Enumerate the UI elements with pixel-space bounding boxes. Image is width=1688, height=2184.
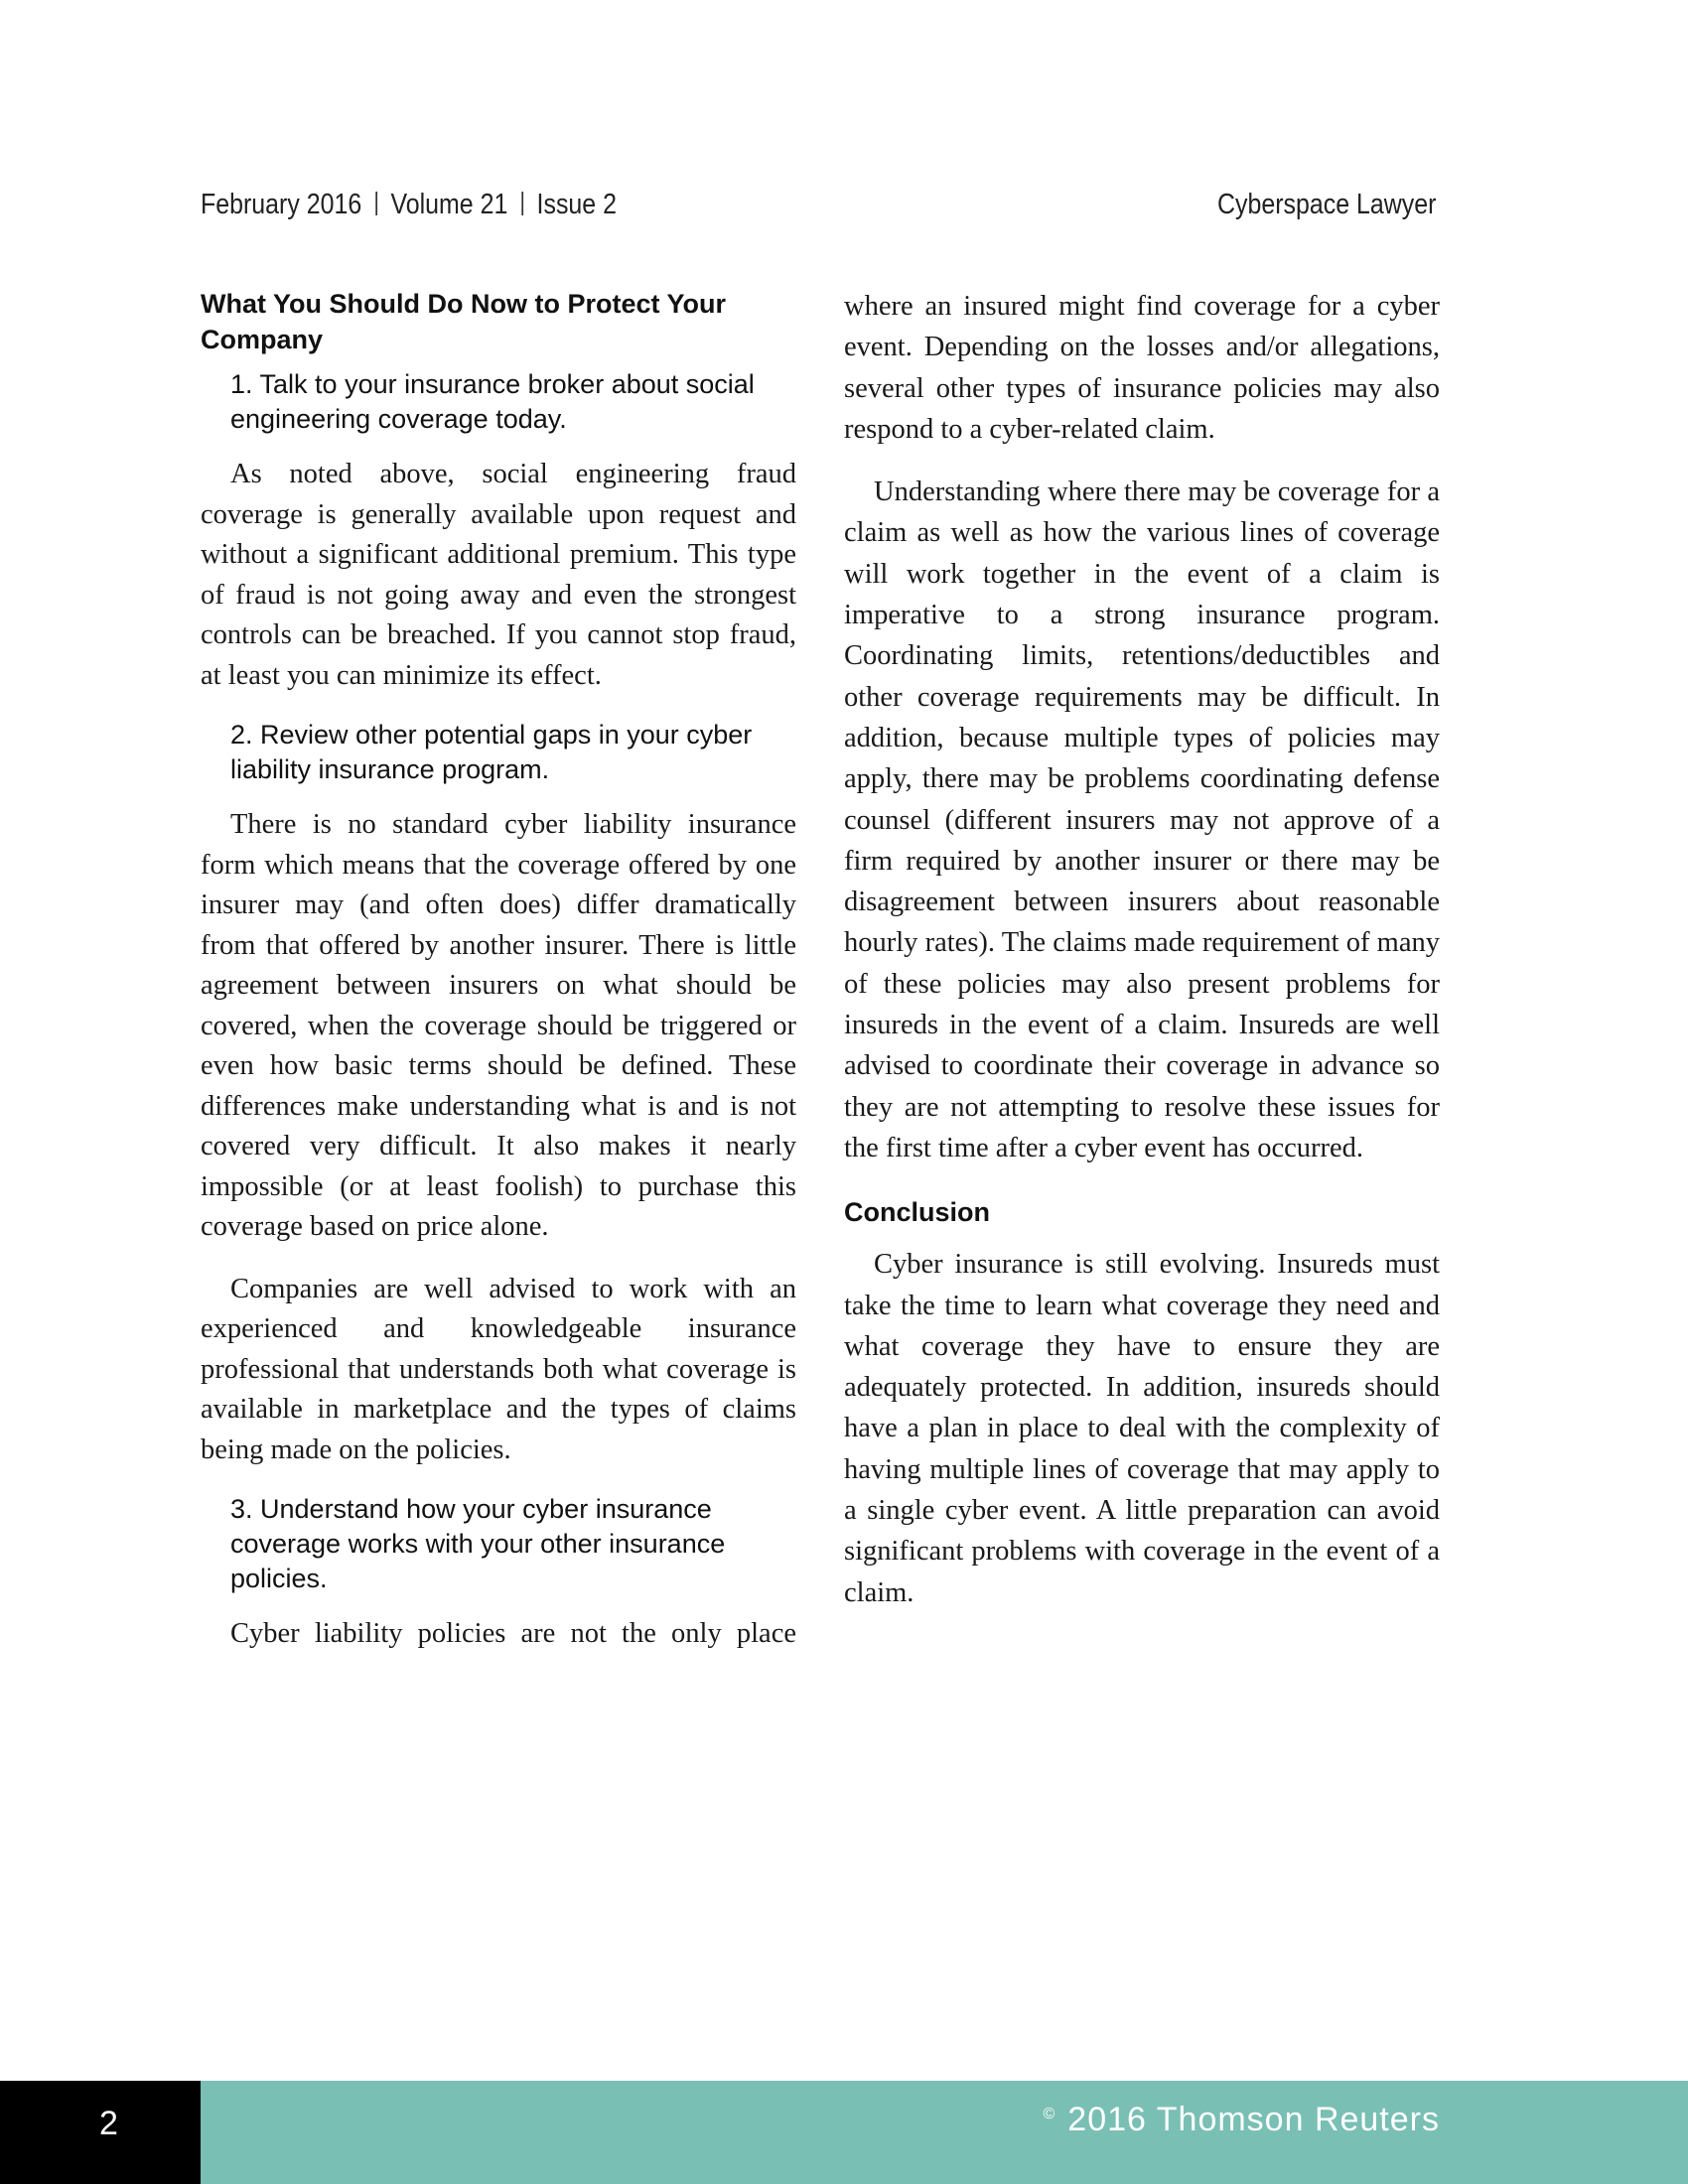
paragraph: There is no standard cyber liability insurance form which means that the coverage offered by one insurer may (and often does) differ dramatically from that offered by another insurer. There is little agreement between insurers on what should be covered, when the coverage should be triggered or even how basic terms should be defined. These differences make understanding what is and is not covered very difficult. It also makes it nearly impossible (or at least foolish) to purchase this coverage based on price alone. bbox=[201, 809, 796, 1242]
copyright-text: 2016 Thomson Reuters bbox=[1067, 2101, 1440, 2138]
issue-info bbox=[201, 189, 617, 220]
paragraph: Cyber insurance is still evolving. Insureds must take the time to learn what coverage they need and what coverage they have to ensure they are adequately protected. In addition, insureds should have a plan in place to deal with the complexity of having multiple lines of coverage that may apply to a single cyber event. A little preparation can avoid significant problems with coverage in the event of a claim. bbox=[844, 1249, 1440, 1608]
publication-title: Cyberspace Lawyer bbox=[1217, 189, 1437, 220]
paragraph: As noted above, social engineering fraud coverage is generally available upon request and without a significant additional premium. This type of fraud is not going away and even the strongest controls can be breached. If you cannot stop fraud, at least you can minimize its effect. bbox=[201, 459, 796, 691]
paragraph: Companies are well advised to work with an experienced and knowledgeable insurance professional that understands both what coverage is available in marketplace and the types of claims being made on the policies. bbox=[201, 1273, 796, 1465]
left-column bbox=[201, 286, 796, 1677]
paragraph: Cyber liability policies are not the only place bbox=[230, 1618, 796, 1649]
issue-number: Issue 2 bbox=[536, 189, 617, 220]
copyright bbox=[1044, 2101, 1441, 2139]
paragraph: where an insured might find coverage for a cyber event. Depending on the losses and/or allegations, several other types of insurance policies may also respond to a cyber-related claim. bbox=[844, 291, 1440, 445]
subheading-2: 2. Review other potential gaps in your cyber liability insurance program. bbox=[230, 720, 753, 784]
subheading-3: 3. Understand how your cyber insurance coverage works with your other insurance policies. bbox=[230, 1494, 726, 1593]
issue-volume: Volume 21 bbox=[390, 189, 508, 220]
footer-bar bbox=[201, 2081, 1688, 2184]
separator bbox=[375, 192, 377, 215]
paragraph: Understanding where there may be coverage for a claim as well as how the various lines of coverage will work together in the event of a claim is imperative to a strong insurance program. Coordinating limits, retentions/deductibles and other coverage requirements may be difficult. In addition, because multiple types of policies may apply, there may be problems coordinating defense counsel (different insurers may not approve of a firm required by another insurer or there may be disagreement between insurers about reasonable hourly rates). The claims made requirement of many of these policies may also present problems for insureds in the event of a claim. Insureds are well advised to coordinate their coverage in advance so they are not attempting to resolve these issues for the first time after a cyber event has occurred. bbox=[844, 477, 1440, 1163]
running-header bbox=[201, 189, 1437, 232]
page-number: 2 bbox=[99, 2105, 118, 2142]
separator bbox=[521, 192, 523, 215]
subheading-1: 1. Talk to your insurance broker about social engineering coverage today. bbox=[230, 369, 755, 434]
issue-date: February 2016 bbox=[201, 189, 362, 220]
section-heading: What You Should Do Now to Protect Your Company bbox=[201, 289, 726, 354]
right-column bbox=[844, 286, 1440, 1635]
conclusion-heading: Conclusion bbox=[844, 1197, 990, 1228]
copyright-icon: © bbox=[1043, 2106, 1056, 2122]
page-number-block bbox=[0, 2081, 201, 2184]
